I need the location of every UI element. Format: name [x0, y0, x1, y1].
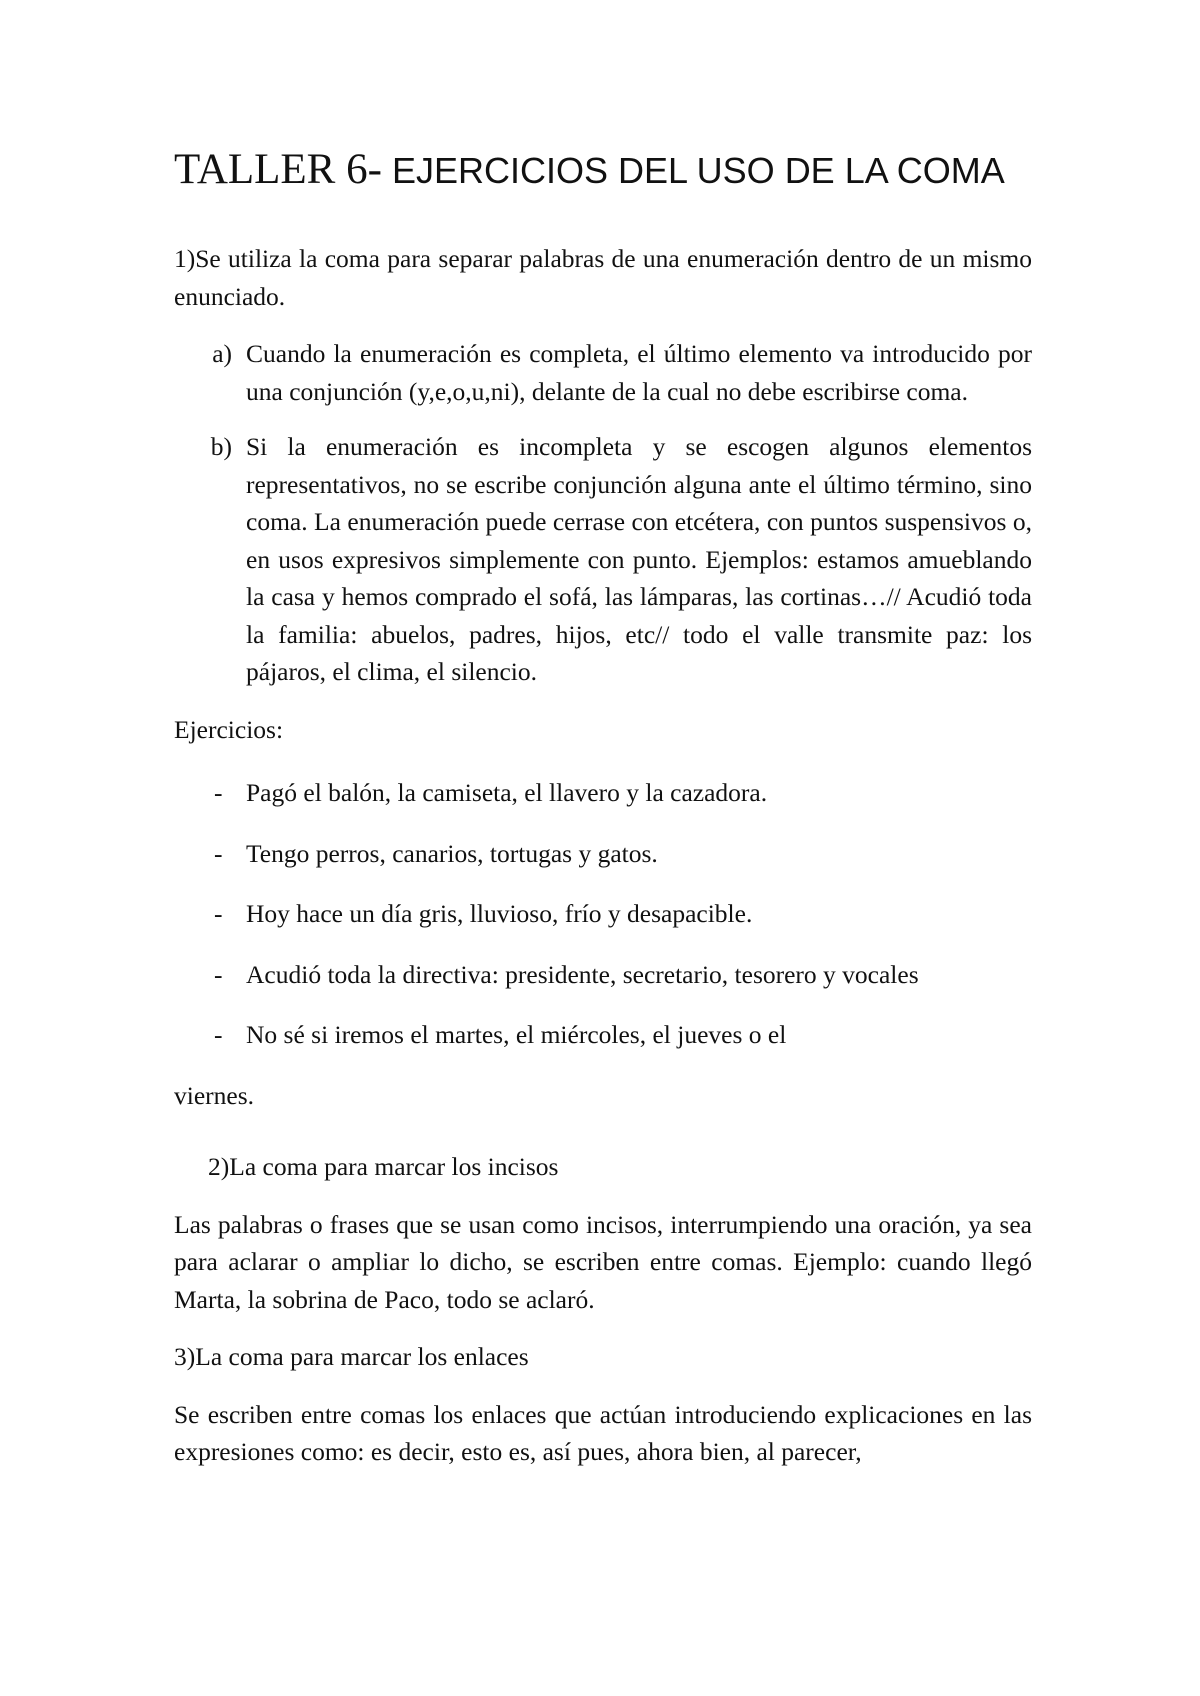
exercise-continuation: viernes. — [174, 1080, 255, 1110]
dash-marker: - — [214, 959, 223, 989]
document-title — [174, 138, 1032, 202]
title-part-1: TALLER 6- — [174, 146, 382, 193]
exercise-text: Pagó el balón, la camiseta, el llavero y la cazadora. — [246, 778, 768, 807]
list-item-text: Si la enumeración es incompleta y se escogen algunos elementos representativos, no se escribe conjunción alguna ante el último término, sino coma. La enumeración puede cerrase con etcétera, con puntos suspensivos o, en usos expresivos simplemente con punto. Ejemplos: estamos amueblando la casa y hemos comprado el sofá, las lámparas, las cortinas…// Acudió toda la familia: abuelos, padres, hijos, etc// todo el valle transmite paz: los pájaros, el clima, el silencio. — [246, 432, 1032, 686]
section-3-heading: 3)La coma para marcar los enlaces — [174, 1342, 529, 1371]
section-3-body: Se escriben entre comas los enlaces que actúan introduciendo explicaciones en las expresiones como: es decir, esto es, así pues, ahora bien, al parecer, — [174, 1399, 1032, 1466]
exercise-item — [174, 895, 1032, 933]
exercises-list — [174, 774, 1032, 1054]
list-item-text: Cuando la enumeración es completa, el último elemento va introducido por una conjunción (y,e,o,u,ni), delante de la cual no debe escribirse coma. — [246, 339, 1032, 406]
exercise-item — [174, 956, 1032, 994]
exercise-text: Hoy hace un día gris, lluvioso, frío y desapacible. — [246, 899, 753, 928]
exercise-text: Acudió toda la directiva: presidente, secretario, tesorero y vocales — [246, 959, 919, 989]
dash-marker: - — [214, 1020, 223, 1049]
dash-marker: - — [214, 778, 223, 807]
exercise-item — [174, 835, 1032, 873]
list-item — [174, 335, 1032, 410]
section-1-rules-list — [174, 335, 1032, 691]
section-1-heading: 1)Se utiliza la coma para separar palabras de una enumeración dentro de un mismo enunciado. — [174, 244, 1032, 311]
exercise-item — [174, 1016, 1032, 1054]
list-item — [174, 428, 1032, 691]
dash-marker: - — [214, 838, 223, 868]
section-2-heading: 2)La coma para marcar los incisos — [208, 1152, 559, 1181]
section-2-body: Las palabras o frases que se usan como incisos, interrumpiendo una oración, ya sea para aclarar o ampliar lo dicho, se escriben entre comas. Ejemplo: cuando llegó Marta, la sobrina de Paco, todo se aclaró. — [174, 1209, 1032, 1314]
list-marker: b) — [210, 432, 232, 461]
exercise-text: Tengo perros, canarios, tortugas y gatos. — [246, 838, 658, 868]
exercises-label: Ejercicios: — [174, 714, 284, 744]
exercise-item — [174, 774, 1032, 812]
exercise-text: No sé si iremos el martes, el miércoles, el jueves o el — [246, 1020, 787, 1049]
title-part-2: EJERCICIOS DEL USO DE LA COMA — [381, 150, 1005, 191]
list-marker: a) — [212, 339, 232, 368]
dash-marker: - — [214, 899, 223, 928]
